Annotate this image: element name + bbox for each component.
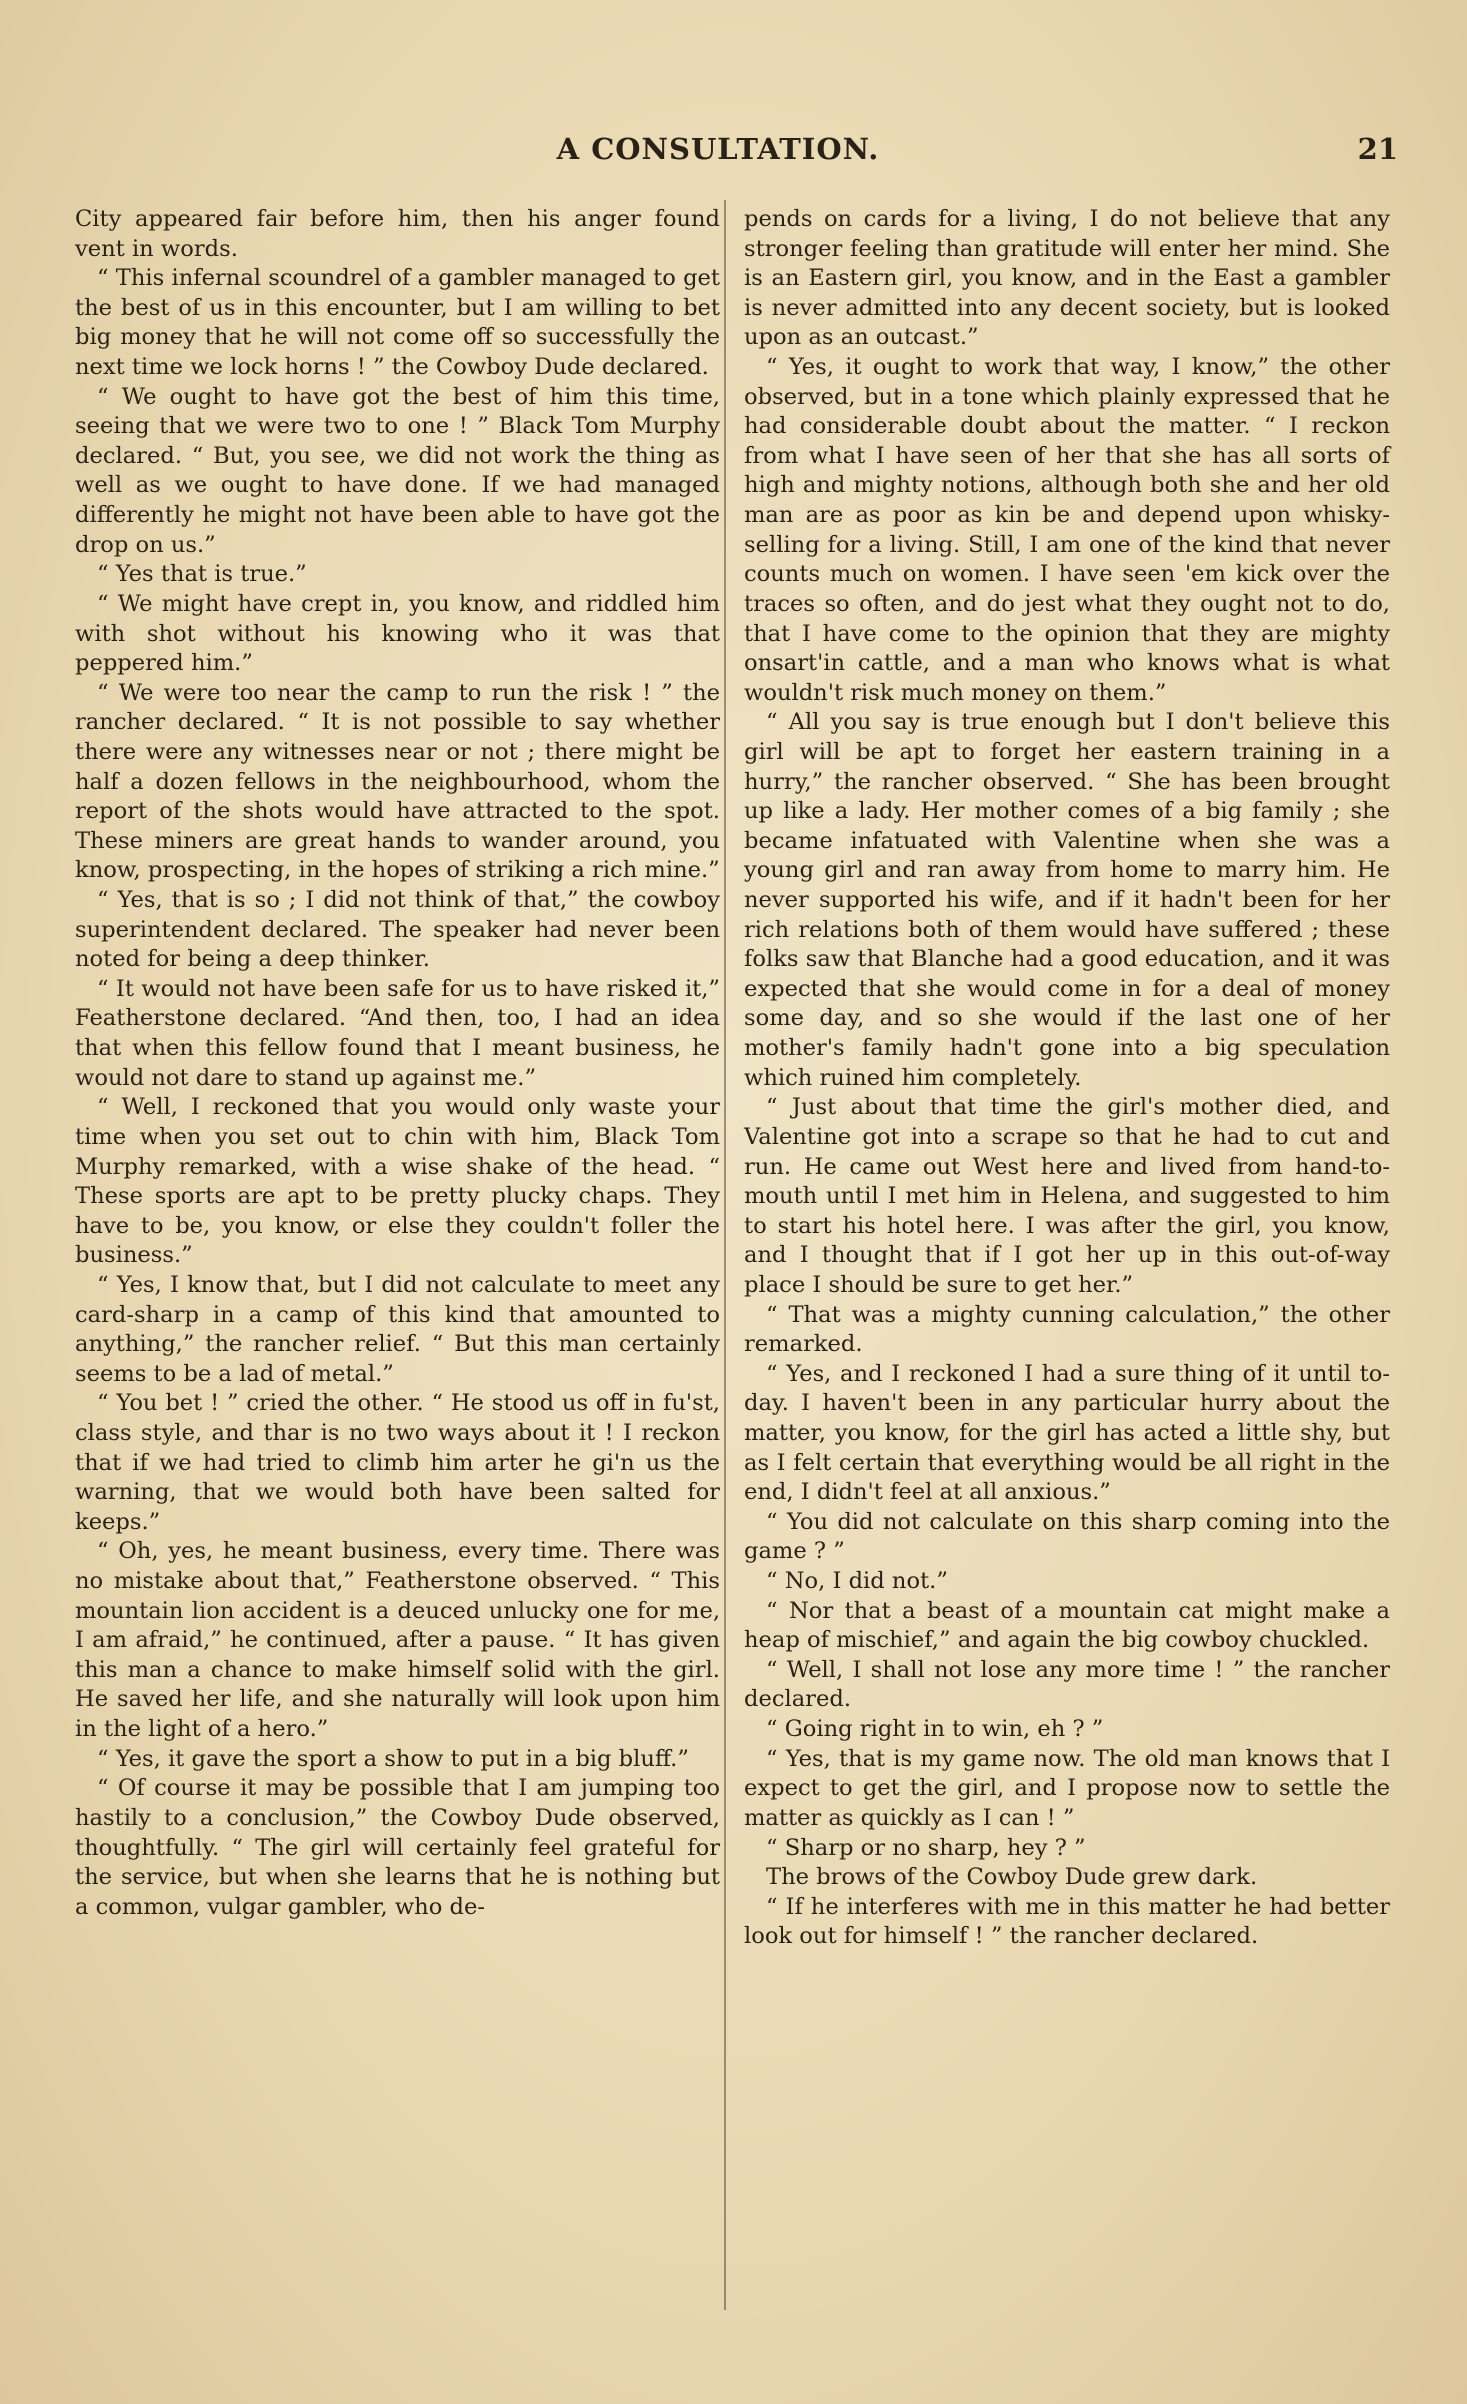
chapter-title: A CONSULTATION. — [556, 132, 880, 166]
paragraph: City appeared fair before him, then his anger found vent in words. — [75, 206, 720, 262]
page-number: 21 — [1357, 132, 1398, 166]
paragraph: “ Yes, I know that, but I did not calculate to meet any card-sharp in a camp of this kind that amounted to anything,” the rancher relief. “ But this man certainly seems to be a lad of metal.” — [75, 1271, 720, 1387]
paragraph: “ You did not calculate on this sharp coming into the game ? ” — [744, 1508, 1390, 1565]
paragraph: “ Well, I shall not lose any more time ! ” the rancher declared. — [744, 1656, 1390, 1713]
right-text-column — [744, 205, 1390, 1952]
paragraph: “ All you say is true enough but I don't believe this girl will be apt to forget her eastern training in a hurry,” the rancher observed. “ She has been brought up like a lady. Her mother comes of a big family ; she became infatuated with Valentine when she was a young girl and ran away from home to marry him. He never supported his wife, and if it hadn't been for her rich relations both of them would have suffered ; these folks saw that Blanche had a good education, and it was expected that she would come in for a deal of money some day, and so she would if the last one of her mother's family hadn't gone into a big speculation which ruined him completely. — [744, 709, 1390, 1091]
paragraph: “ Just about that time the girl's mother died, and Valentine got into a scrape so that he had to cut and run. He came out West here and lived from hand-to-mouth until I met him in Helena, and suggested to him to start his hotel here. I was after the girl, you know, and I thought that if I got her up in this out-of-way place I should be sure to get her.” — [744, 1094, 1390, 1298]
column-divider — [724, 200, 726, 2310]
paragraph: “ Going right in to win, eh ? ” — [766, 1716, 1104, 1743]
paragraph: The brows of the Cowboy Dude grew dark. — [766, 1864, 1258, 1891]
paragraph: “ Sharp or no sharp, hey ? ” — [766, 1834, 1086, 1861]
paragraph: “ We were too near the camp to run the risk ! ” the rancher declared. “ It is not possible to say whether there were any witnesses near or not ; there might be half a dozen fellows in the neighbourhood, whom the report of the shots would have attracted to the spot. These miners are great hands to wander around, you know, prospecting, in the hopes of striking a rich mine.” — [75, 679, 720, 884]
paragraph: “ That was a mighty cunning calculation,” the other remarked. — [744, 1301, 1390, 1358]
running-header — [38, 132, 1398, 174]
paragraph: pends on cards for a living, I do not believe that any stronger feeling than gratitude will enter her mind. She is an Eastern girl, you know, and in the East a gambler is never admitted into any decent society, but is looked upon as an outcast.” — [744, 206, 1390, 351]
paragraph: “ Yes that is true.” — [97, 561, 307, 588]
left-text-column — [75, 205, 720, 1922]
paragraph: “ Yes, that is so ; I did not think of that,” the cowboy superintendent declared. The speaker had never been noted for being a deep thinker. — [75, 887, 720, 973]
paragraph: “ Well, I reckoned that you would only waste your time when you set out to chin with him, Black Tom Murphy remarked, with a wise shake of the head. “ These sports are apt to be pretty plucky chaps. They have to be, you know, or else they couldn't foller the business.” — [75, 1094, 720, 1269]
paragraph: “ If he interferes with me in this matter he had better look out for himself ! ” the rancher declared. — [744, 1893, 1390, 1950]
paragraph: “ Yes, and I reckoned I had a sure thing of it until to-day. I haven't been in any particular hurry about the matter, you know, for the girl has acted a little shy, but as I felt certain that everything would be all right in the end, I didn't feel at all anxious.” — [744, 1360, 1390, 1506]
paragraph: “ Yes, it ought to work that way, I know,” the other observed, but in a tone which plainly expressed that he had considerable doubt about the matter. “ I reckon from what I have seen of her that she has all sorts of high and mighty notions, although both she and her old man are as poor as kin be and depend upon whisky-selling for a living. Still, I am one of the kind that never counts much on women. I have seen 'em kick over the traces so often, and do jest what they ought not to do, that I have come to the opinion that they are mighty onsart'in cattle, and a man who knows what is what wouldn't risk much money on them.” — [744, 354, 1390, 706]
paragraph: “ We ought to have got the best of him this time, seeing that we were two to one ! ” Black Tom Murphy declared. “ But, you see, we did not work the thing as well as we ought to have done. If we had managed differently he might not have been able to have got the drop on us.” — [75, 383, 720, 558]
paragraph: “ It would not have been safe for us to have risked it,” Featherstone declared. “And then, too, I had an idea that when this fellow found that I meant business, he would not dare to stand up against me.” — [75, 975, 720, 1091]
paragraph: “ We might have crept in, you know, and riddled him with shot without his knowing who it was that peppered him.” — [75, 590, 720, 677]
paragraph: “ You bet ! ” cried the other. “ He stood us off in fu'st, class style, and thar is no two ways about it ! I reckon that if we had tried to climb him arter he gi'n us the warning, that we would both have been salted for keeps.” — [75, 1390, 720, 1535]
paragraph: “ No, I did not.” — [766, 1568, 948, 1595]
paragraph: “ Yes, that is my game now. The old man knows that I expect to get the girl, and I propose now to settle the matter as quickly as I can ! ” — [744, 1745, 1390, 1831]
paragraph: “ Of course it may be possible that I am jumping too hastily to a conclusion,” the Cowboy Dude observed, thoughtfully. “ The girl will certainly feel grateful for the service, but when she learns that he is nothing but a common, vulgar gambler, who de- — [75, 1775, 720, 1920]
paragraph: “ This infernal scoundrel of a gambler managed to get the best of us in this encounter, but I am willing to bet big money that he will not come off so successfully the next time we lock horns ! ” the Cowboy Dude declared. — [75, 265, 720, 381]
paragraph: “ Nor that a beast of a mountain cat might make a heap of mischief,” and again the big cowboy chuckled. — [744, 1597, 1390, 1654]
paragraph: “ Yes, it gave the sport a show to put in a big bluff.” — [97, 1745, 689, 1772]
paragraph: “ Oh, yes, he meant business, every time. There was no mistake about that,” Featherstone observed. “ This mountain lion accident is a deuced unlucky one for me, I am afraid,” he continued, after a pause. “ It has given this man a chance to make himself solid with the girl. He saved her life, and she naturally will look upon him in the light of a hero.” — [75, 1538, 720, 1743]
